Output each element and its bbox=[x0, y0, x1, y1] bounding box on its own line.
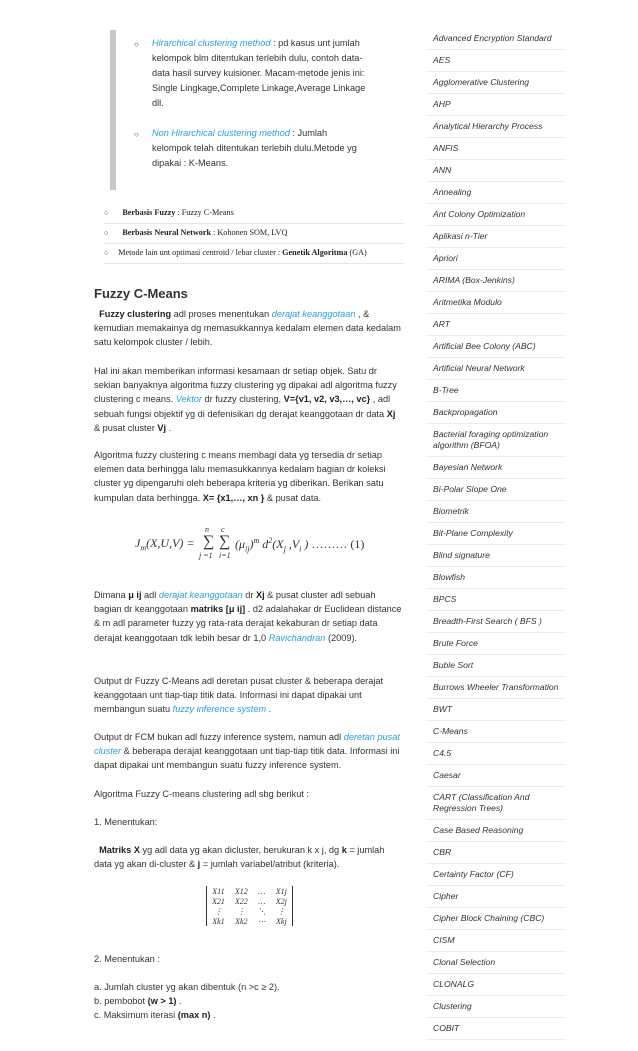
sidebar-category-link[interactable]: Cipher bbox=[426, 886, 566, 908]
fcm-objective-formula: $J_m(X,U,V)$ = n ∑ j =1 c ∑ i=1 $(\mu_{ij})^m$ $d^2(X_j$ $,V_i$ ) ……… (1) bbox=[135, 525, 365, 560]
paragraph: Output dr Fuzzy C-Means adl deretan pusat cluster & beberapa derajat keanggotaan unt tiap-tiap titik data. Informasi ini dapat dipakai unt membangun suatu fuzzy inference system . bbox=[94, 676, 384, 715]
sidebar-category-link[interactable]: Blind signature bbox=[426, 545, 566, 567]
sidebar-category-link[interactable]: Aplikasi n-Tier bbox=[426, 226, 566, 248]
sidebar-category-link[interactable]: Agglomerative Clustering bbox=[426, 72, 566, 94]
section-heading: Fuzzy C-Means bbox=[94, 286, 188, 301]
bullet-icon: ○ bbox=[104, 229, 109, 237]
non-hirarchical-link[interactable]: Non Hirarchical clustering method bbox=[152, 128, 290, 138]
sidebar-category-link[interactable]: Artificial Neural Network bbox=[426, 358, 566, 380]
paragraph: Fuzzy clustering adl proses menentukan derajat keanggotaan , & kemudian memakainya dg memasukkannya kedalam elemen data kedalam satu kelompok cluster / lebih. bbox=[94, 309, 401, 348]
sidebar-category-link[interactable]: ANFIS bbox=[426, 138, 566, 160]
data-matrix: X11 X12 … X1j X21 X22 … X2j ⋮ ⋮ ⋱ ⋮ Xk1 Xk2 ⋯ Xkj bbox=[206, 886, 302, 934]
sidebar-category-link[interactable]: Clonal Selection bbox=[426, 952, 566, 974]
hirarchical-link[interactable]: Hirarchical clustering method bbox=[152, 38, 271, 48]
bullet-icon: ○ bbox=[104, 249, 109, 257]
sidebar-category-link[interactable]: Backpropagation bbox=[426, 402, 566, 424]
sidebar-category-link[interactable]: Blowfish bbox=[426, 567, 566, 589]
paragraph: a. Jumlah cluster yg akan dibentuk (n >c ≥ 2). b. pembobot (w > 1) . c. Maksimum iterasi (max n) . bbox=[94, 982, 280, 1021]
sidebar-category-link[interactable]: AES bbox=[426, 50, 566, 72]
bullet-icon: ○ bbox=[134, 130, 139, 139]
list-item: ○ Hirarchical clustering method : pd kasus unt jumlah kelompok blm ditentukan terlebih dulu, contoh data-data hasil survey kuisioner. Macam-metode jenis ini: Single Lingkage,Complete Linkage,Average Linkage dll. bbox=[134, 38, 366, 108]
sidebar-category-link[interactable]: Buble Sort bbox=[426, 655, 566, 677]
list-item: ○ Berbasis Neural Network : Kohonen SOM, LVQ bbox=[104, 228, 404, 244]
sidebar-category-link[interactable]: Bi-Polar Slope One bbox=[426, 479, 566, 501]
sidebar-category-link[interactable]: Breadth-First Search ( BFS ) bbox=[426, 611, 566, 633]
sidebar-category-link[interactable]: AHP bbox=[426, 94, 566, 116]
sidebar-category-link[interactable]: Caesar bbox=[426, 765, 566, 787]
sidebar-category-link[interactable]: Cipher Block Chaining (CBC) bbox=[426, 908, 566, 930]
sidebar-category-link[interactable]: CBR bbox=[426, 842, 566, 864]
list-item: ○ Non Hirarchical clustering method : Jumlah kelompok telah ditentukan terlebih dulu.Metode yg dipakai : K-Means. bbox=[134, 128, 357, 168]
paragraph: Matriks X yg adl data yg akan dicluster, berukuran k x j, dg k = jumlah data yg akan di-cluster & j = jumlah variabel/atribut (kriteria). bbox=[94, 845, 385, 870]
sidebar-category-link[interactable]: BPCS bbox=[426, 589, 566, 611]
sidebar-category-link[interactable]: Bayesian Network bbox=[426, 457, 566, 479]
sidebar-category-link[interactable]: C4.5 bbox=[426, 743, 566, 765]
paragraph: Output dr FCM bukan adl fuzzy inference system, namun adl deretan pusat cluster & beberapa derajat keanggotaan unt tiap-tiap titik data. Informasi ini dapat dipakai unt membangun suatu fuzzy inference system. bbox=[94, 732, 400, 771]
sidebar-category-link[interactable]: Brute Force bbox=[426, 633, 566, 655]
paragraph: Algoritma fuzzy clustering c means membagi data yg tersedia dr setiap elemen data berhingga lalu memasukkannya kedalam bagian dr koleksi cluster yg dipengaruhi oleh beberapa kriteria yg diberikan. Berikan satu kumpulan data berhingga. X= {x1,…, xn } & pusat data. bbox=[94, 450, 386, 503]
derajat-keanggotaan-link[interactable]: derajat keanggotaan bbox=[271, 309, 356, 319]
paragraph: Dimana μ ij adl derajat keanggotaan dr Xj & pusat cluster adl sebuah bagian dr keanggotaan matriks [μ ij] . d2 adalahakar dr Euclidean distance & m adl parameter fuzzy yg rata-rata derajat kekaburan dr setiap data derajat keanggotaan tdk lebih besar dr 1,0 Ravichandran (2009). bbox=[94, 590, 402, 643]
fuzzy-inference-system-link[interactable]: fuzzy inference system bbox=[172, 704, 267, 715]
sidebar-category-link[interactable]: ARIMA (Box-Jenkins) bbox=[426, 270, 566, 292]
sidebar-category-link[interactable]: BWT bbox=[426, 699, 566, 721]
paragraph: Hal ini akan memberikan informasi kesamaan dr setiap objek. Satu dr sekian banyaknya algoritma fuzzy clustering yg dipakai adl algoritma fuzzy clustering c means. Vektor dr fuzzy clustering, V={v1, v2, v3,…, vc} , adl sebuah fungsi objektif yg di defenisikan dg derajat keanggotaan dr data Xj & pusat cluster Vj . bbox=[94, 366, 397, 433]
sidebar-category-link[interactable]: CISM bbox=[426, 930, 566, 952]
bullet-icon: ○ bbox=[134, 40, 139, 49]
sidebar-category-link[interactable]: CART (Classification And Regression Trees) bbox=[426, 787, 566, 820]
sidebar-category-link[interactable]: Analytical Hierarchy Process bbox=[426, 116, 566, 138]
sidebar-category-link[interactable]: Ant Colony Optimization bbox=[426, 204, 566, 226]
blockquote-bar bbox=[110, 30, 116, 190]
sidebar-category-link[interactable]: COBIT bbox=[426, 1018, 566, 1040]
sidebar-category-link[interactable]: Annealing bbox=[426, 182, 566, 204]
sidebar-category-link[interactable]: Apriori bbox=[426, 248, 566, 270]
paragraph: 1. Menentukan: bbox=[94, 817, 158, 827]
sidebar-category-link[interactable]: Burrows Wheeler Transformation bbox=[426, 677, 566, 699]
sidebar-category-link[interactable]: Bit-Plane Complexity bbox=[426, 523, 566, 545]
sidebar-category-link[interactable]: Biometrik bbox=[426, 501, 566, 523]
sidebar-category-link[interactable]: Artificial Bee Colony (ABC) bbox=[426, 336, 566, 358]
sidebar-category-link[interactable]: ANN bbox=[426, 160, 566, 182]
sidebar-category-link[interactable]: CLONALG bbox=[426, 974, 566, 996]
sidebar-category-link[interactable]: Advanced Encryption Standard bbox=[426, 28, 566, 50]
sidebar-category-link[interactable]: Case Based Reasoning bbox=[426, 820, 566, 842]
bullet-icon: ○ bbox=[104, 209, 109, 217]
deretan-pusat-cluster-link[interactable]: deretan pusat cluster bbox=[94, 732, 400, 757]
sidebar-category-link[interactable]: Bacterial foraging optimization algorithm (BFOA) bbox=[426, 424, 566, 457]
sidebar-category-link[interactable]: Clustering bbox=[426, 996, 566, 1018]
derajat-keanggotaan-link[interactable]: derajat keanggotaan bbox=[158, 590, 243, 600]
paragraph: 2. Menentukan : bbox=[94, 954, 160, 964]
category-sidebar bbox=[426, 28, 566, 1040]
sidebar-category-link[interactable]: B-Tree bbox=[426, 380, 566, 402]
sidebar-category-link[interactable]: Certainty Factor (CF) bbox=[426, 864, 566, 886]
list-item: ○ Berbasis Fuzzy : Fuzzy C-Means bbox=[104, 208, 404, 224]
sidebar-category-link[interactable]: C-Means bbox=[426, 721, 566, 743]
list-item: ○ Metode lain unt optimasi centroid / lebar cluster : Genetik Algoritma (GA) bbox=[104, 248, 404, 264]
vektor-link[interactable]: Vektor bbox=[175, 394, 202, 405]
paragraph: Algoritma Fuzzy C-means clustering adl sbg berikut : bbox=[94, 789, 309, 799]
sidebar-category-link[interactable]: Aritmetika Modulo bbox=[426, 292, 566, 314]
sidebar-category-link[interactable]: ART bbox=[426, 314, 566, 336]
ravichandran-link[interactable]: Ravichandran bbox=[268, 632, 326, 643]
